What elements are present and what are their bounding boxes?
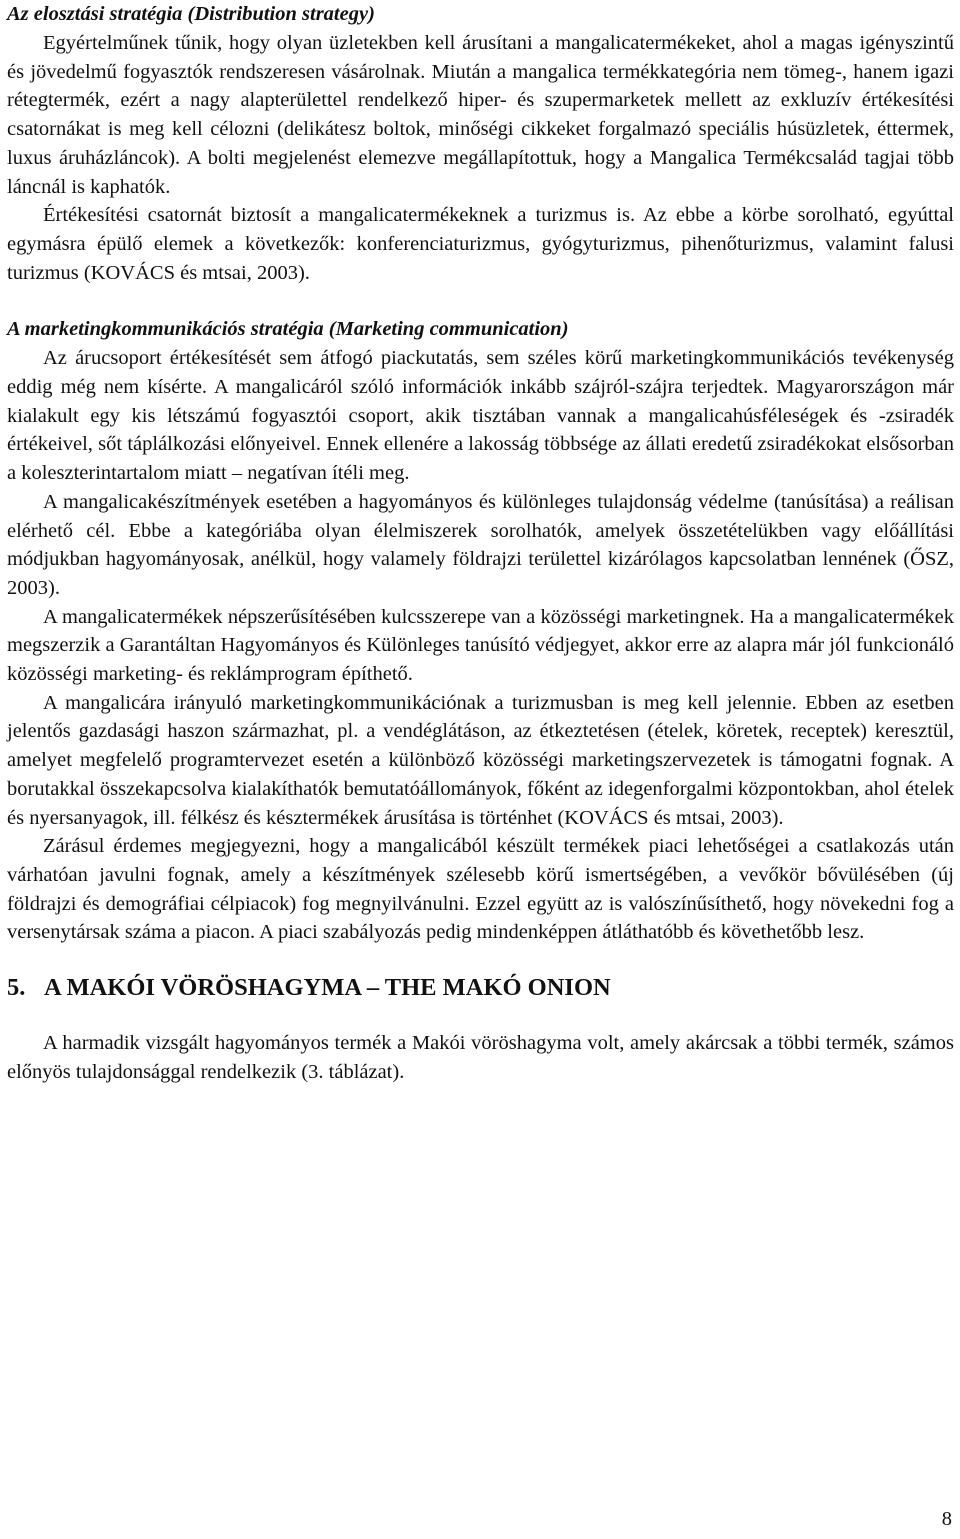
chapter-number: 5. xyxy=(7,974,26,1002)
chapter-heading xyxy=(7,973,954,1003)
paragraph: Értékesítési csatornát biztosít a mangalicatermékeknek a turizmus is. Az ebbe a körbe sorolható, egyúttal egymásra épülő elemek a következők: konferenciaturizmus, gyógyturizmus, pihenőturizmus, valamint falusi turizmus (KOVÁCS és mtsai, 2003). xyxy=(7,204,954,284)
paragraph: A mangalicára irányuló marketingkommunikációnak a turizmusban is meg kell jelennie. Ebben az esetben jelentős gazdasági haszon származhat, pl. a vendéglátáson, az étkeztetésen (ételek, köretek, receptek) keresztül, amelyet megfelelő programtervezet esetén a különböző közösségi marketingszervezetek is támogatni fognak. A borutakkal összekapcsolva kialakíthatók bemutatóállományok, főként az idegenforgalmi központokban, ahol ételek és nyersanyagok, ill. félkész és késztermékek árusítása is történhet (KOVÁCS és mtsai, 2003). xyxy=(7,691,954,829)
page-number: 8 xyxy=(941,1508,952,1530)
section-spacer xyxy=(7,287,954,315)
paragraph: Zárásul érdemes megjegyezni, hogy a mangalicából készült termékek piaci lehetőségei a csatlakozás után várhatóan javulni fognak, amely a készítmények szélesebb körű ismertségében, a vevőkör bővülésében (új földrajzi és demográfiai célpiacok) fog megnyilvánulni. Ezzel együtt az is valószínűsíthető, hogy növekedni fog a versenytársak száma a piacon. A piaci szabályozás pedig mindenképpen átláthatóbb és követhetőbb lesz. xyxy=(7,835,954,944)
paragraph: A mangalicatermékek népszerűsítésében kulcsszerepe van a közösségi marketingnek. Ha a mangalicatermékek megszerzik a Garantáltan Hagyományos és Különleges tanúsító védjegyet, akkor erre az alapra már jól funkcionáló közösségi marketing- és reklámprogram építhető. xyxy=(7,605,954,686)
paragraph: Egyértelműnek tűnik, hogy olyan üzletekben kell árusítani a mangalicatermékeket, ahol a magas igényszintű és jövedelmű fogyasztók rendszeresen vásárolnak. Miután a mangalica termékkategória nem tömeg-, hanem igazi rétegtermék, ezért a nagy alapterülettel rendelkező hiper- és szupermarketek mellett az exkluzív értékesítési csatornákat is meg kell célozni (delikátesz boltok, minőségi cikkeket forgalmazó speciális húsüzletek, éttermek, luxus áruházláncok). A bolti megjelenést elemezve megállapítottuk, hogy a Mangalica Termékcsalád tagjai több láncnál is kaphatók. xyxy=(7,32,954,198)
section-heading-distribution: Az elosztási stratégia (Distribution strategy) xyxy=(7,3,375,25)
paragraph: Az árucsoport értékesítését sem átfogó piackutatás, sem széles körű marketingkommunikációs tevékenység eddig még nem kísérte. A mangalicáról szóló információk inkább szájról-szájra terjedtek. Magyarországon már kialakult egy kis létszámú fogyasztói csoport, akik tisztában vannak a mangalicahúsféleségek és -zsiradék értékeivel, sőt táplálkozási előnyeivel. Ennek ellenére a lakosság többsége az állati eredetű zsiradékokat elsősorban a koleszterintartalom miatt – negatívan ítéli meg. xyxy=(7,347,954,485)
document-page xyxy=(7,0,954,1087)
paragraph: A mangalicakészítmények esetében a hagyományos és különleges tulajdonság védelme (tanúsítása) a reálisan elérhető cél. Ebbe a kategóriába olyan élelmiszerek sorolhatók, amelyek összetételükben vagy előállítási módjukban hagyományosak, anélkül, hogy valamely földrajzi területtel kizárólagos kapcsolatban lennének (ŐSZ, 2003). xyxy=(7,490,954,599)
paragraph: A harmadik vizsgált hagyományos termék a Makói vöröshagyma volt, amely akárcsak a többi termék, számos előnyös tulajdonsággal rendelkezik (3. táblázat). xyxy=(7,1032,954,1083)
chapter-title: A MAKÓI VÖRÖSHAGYMA – THE MAKÓ ONION xyxy=(44,974,611,1002)
section-heading-marketing-communication: A marketingkommunikációs stratégia (Marketing communication) xyxy=(7,318,569,341)
